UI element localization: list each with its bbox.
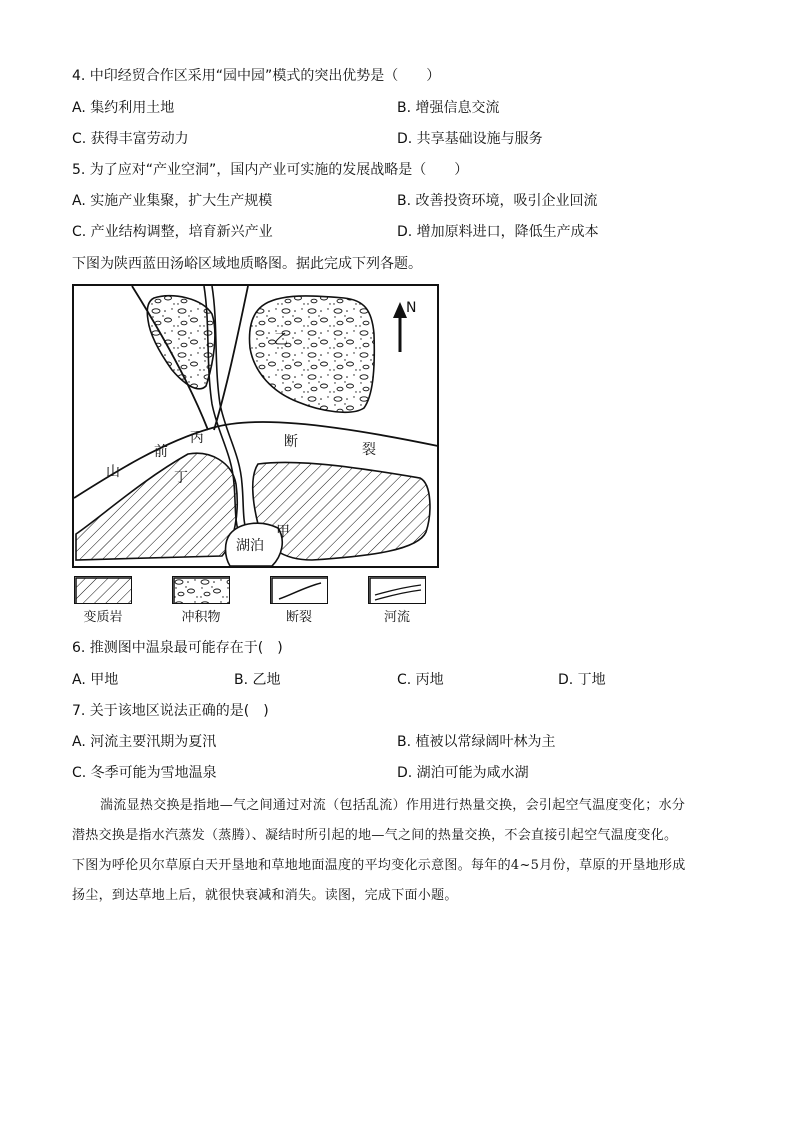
q6-option-b: B. 乙地 [234, 672, 281, 688]
river-swatch [368, 576, 426, 604]
q7-option-b: B. 植被以常绿阔叶林为主 [397, 734, 556, 750]
label-yi: 乙 [274, 332, 288, 348]
legend-river [366, 576, 428, 626]
q6-option-d: D. 丁地 [558, 672, 606, 688]
q4-option-a: A. 集约利用土地 [72, 100, 175, 116]
q6-option-c: C. 丙地 [397, 672, 444, 688]
label-ding: 丁 [174, 470, 188, 486]
q5-stem: 5. 为了应对“产业空洞”，国内产业可实施的发展战略是（ ） [72, 162, 469, 178]
metamorphic-swatch [74, 576, 132, 604]
legend-label-river: 河流 [383, 610, 410, 625]
q5-option-d: D. 增加原料进口，降低生产成本 [397, 224, 599, 240]
q4-option-c: C. 获得丰富劳动力 [72, 131, 189, 147]
north-label: N [406, 300, 417, 316]
q4-stem: 4. 中印经贸合作区采用“园中园”模式的突出优势是（ ） [72, 68, 441, 84]
q4-option-b: B. 增强信息交流 [397, 100, 500, 116]
q5-option-c: C. 产业结构调整，培育新兴产业 [72, 224, 273, 240]
q6-option-a: A. 甲地 [72, 672, 119, 688]
passage-line-2: 潜热交换是指水汽蒸发（蒸腾）、凝结时所引起的地—气之间的热量交换，不会直接引起空气温度变化。 [72, 828, 678, 843]
label-jia: 甲 [276, 524, 290, 540]
legend-label-metamorphic: 变质岩 [83, 610, 123, 625]
q6-stem: 6. 推测图中温泉最可能存在于( ) [72, 640, 283, 656]
label-shan: 山 [106, 464, 120, 480]
q4-option-d: D. 共享基础设施与服务 [397, 131, 543, 147]
q7-option-a: A. 河流主要汛期为夏汛 [72, 734, 217, 750]
q7-stem: 7. 关于该地区说法正确的是( ) [72, 703, 269, 719]
q5-option-a: A. 实施产业集聚，扩大生产规模 [72, 193, 273, 209]
legend-label-alluvium: 冲积物 [181, 610, 221, 625]
q5-option-b: B. 改善投资环境，吸引企业回流 [397, 193, 598, 209]
legend-fault [268, 576, 330, 626]
label-lie: 裂 [362, 442, 376, 458]
q7-option-d: D. 湖泊可能为咸水湖 [397, 765, 529, 781]
label-lake: 湖泊 [236, 538, 264, 554]
fault-swatch [270, 576, 328, 604]
map-intro: 下图为陕西蓝田汤峪区域地质略图。据此完成下列各题。 [72, 256, 422, 272]
alluvium-swatch [172, 576, 230, 604]
legend-metamorphic [72, 576, 134, 626]
label-duan: 断 [284, 434, 298, 450]
label-qian: 前 [154, 444, 168, 460]
geology-map [72, 284, 440, 570]
legend-alluvium [170, 576, 232, 626]
q7-option-c: C. 冬季可能为雪地温泉 [72, 765, 217, 781]
passage-line-3: 下图为呼伦贝尔草原白天开垦地和草地地面温度的平均变化示意图。每年的4~5月份，草原的开垦地形成 [72, 858, 686, 873]
passage-line-1: 湍流显热交换是指地—气之间通过对流（包括乱流）作用进行热量交换，会引起空气温度变化；水分 [100, 798, 686, 813]
legend-label-fault: 断裂 [285, 610, 312, 625]
label-bing: 丙 [190, 430, 204, 446]
passage-line-4: 扬尘，到达草地上后，就很快衰减和消失。读图，完成下面小题。 [72, 888, 458, 903]
